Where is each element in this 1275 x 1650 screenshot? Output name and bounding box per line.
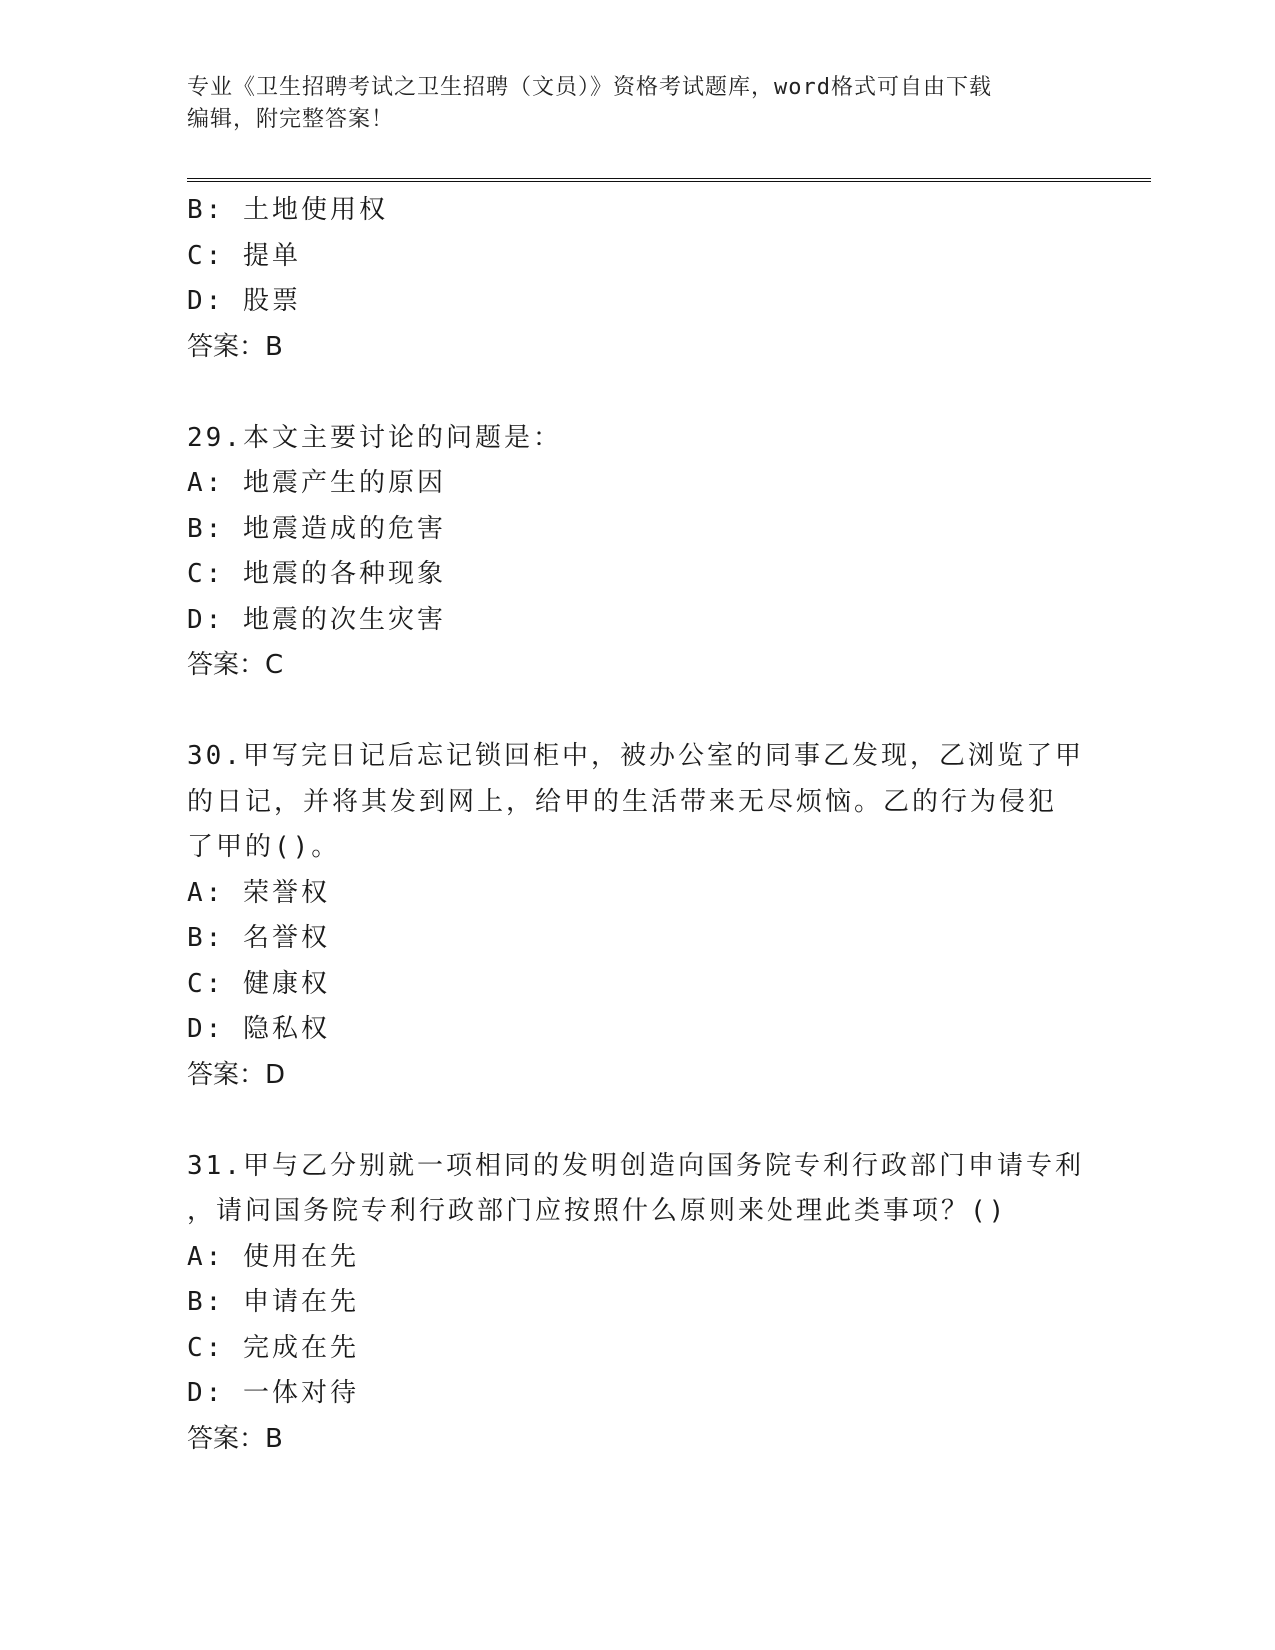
option-a: A: 使用在先 — [187, 1241, 359, 1272]
option-c: C: 健康权 — [187, 968, 330, 999]
option-a: A: 地震产生的原因 — [187, 468, 446, 498]
spacer — [187, 1098, 1087, 1144]
header-line-2: 编辑，附完整答案！ — [187, 107, 395, 132]
question-30 — [187, 734, 1087, 1098]
question-list — [187, 188, 1087, 1462]
option-b: B: 地震造成的危害 — [187, 513, 446, 544]
option-b: B: 土地使用权 — [187, 195, 388, 225]
option-d: D: 股票 — [187, 286, 301, 316]
spacer — [187, 370, 1087, 416]
option-d: D: 隐私权 — [187, 1014, 330, 1044]
option-c: C: 完成在先 — [187, 1332, 359, 1363]
option-d: D: 一体对待 — [187, 1378, 359, 1408]
header-divider — [187, 178, 1151, 182]
option-c: C: 提单 — [187, 240, 301, 271]
spacer — [187, 689, 1087, 735]
header-line-1: 专业《卫生招聘考试之卫生招聘（文员）》资格考试题库，word格式可自由下载 — [187, 75, 992, 100]
question-text: ，请问国务院专利行政部门应按照什么原则来处理此类事项？() — [187, 1196, 1008, 1226]
document-header — [187, 72, 1087, 136]
question-28-remainder — [187, 188, 1087, 370]
question-text: 了甲的()。 — [187, 832, 341, 862]
question-31 — [187, 1144, 1087, 1463]
question-text: 29.本文主要讨论的问题是： — [187, 422, 562, 453]
option-b: B: 申请在先 — [187, 1287, 359, 1317]
question-text: 的日记，并将其发到网上，给甲的生活带来无尽烦恼。乙的行为侵犯 — [187, 786, 1058, 817]
option-b: B: 名誉权 — [187, 923, 330, 953]
option-c: C: 地震的各种现象 — [187, 559, 446, 589]
answer: 答案：D — [187, 1059, 286, 1090]
question-29 — [187, 416, 1087, 689]
option-d: D: 地震的次生灾害 — [187, 604, 446, 635]
question-text: 31.甲与乙分别就一项相同的发明创造向国务院专利行政部门申请专利 — [187, 1150, 1084, 1181]
question-text: 30.甲写完日记后忘记锁回柜中，被办公室的同事乙发现，乙浏览了甲 — [187, 741, 1084, 771]
option-a: A: 荣誉权 — [187, 877, 330, 908]
answer: 答案：C — [187, 650, 284, 680]
answer: 答案：B — [187, 331, 283, 362]
answer: 答案：B — [187, 1423, 283, 1454]
